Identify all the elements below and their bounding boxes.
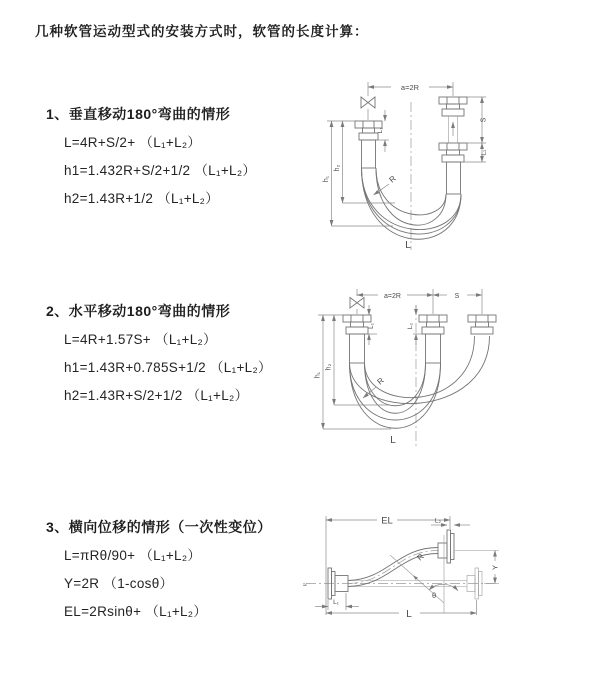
dim-label-l2: L₂	[407, 322, 414, 330]
right-hose-fitting-lower	[439, 143, 467, 194]
section-lateral-displacement	[46, 517, 272, 626]
braided-section	[447, 162, 461, 194]
dim-label-l1: L₁	[368, 323, 375, 329]
angle-arc	[429, 584, 458, 590]
left-hose-fitting	[343, 315, 371, 363]
section-1-formulas	[46, 129, 256, 213]
right-hose-fitting	[468, 315, 496, 334]
dim-label-s: S	[454, 292, 460, 300]
braided-section	[426, 334, 441, 363]
braided-section	[362, 140, 376, 168]
dim-label-r: R	[415, 551, 426, 563]
formula-line: h1=1.432R+S/2+1/2 （L₁+L₂）	[64, 163, 257, 178]
dim-label-l2: L₂	[480, 149, 488, 156]
dim-label-r: R	[375, 375, 386, 387]
dim-label-el: EL	[381, 515, 393, 527]
diagram-horizontal-bend	[306, 283, 594, 455]
middle-hose-fitting	[419, 315, 447, 363]
geometry-construction	[390, 535, 458, 613]
displaced-hose	[348, 530, 454, 587]
valve-icon	[350, 298, 364, 309]
dim-label-l: L	[390, 435, 396, 446]
dim-label-l1: L₁	[377, 127, 384, 134]
dim-label-h2: h₂	[334, 164, 341, 172]
dim-label-l: L	[406, 609, 412, 620]
dimension-lines	[315, 516, 499, 615]
braided-section	[350, 334, 365, 363]
page-title: 几种软管运动型式的安装方式时，软管的长度计算：	[35, 24, 369, 39]
dim-label-y: Y	[490, 564, 500, 571]
hose-u-curves	[350, 336, 490, 428]
dim-label-a2r: a=2R	[384, 292, 401, 300]
dim-label-l: L	[405, 240, 411, 251]
section-horizontal-movement	[46, 301, 272, 410]
dim-label-h2: h₂	[325, 363, 333, 371]
section-1-heading: 1、垂直移动180°弯曲的情形	[46, 106, 231, 122]
formula-line: h1=1.43R+0.785S+1/2 （L₁+L₂）	[64, 360, 272, 375]
formula-line: L=4R+S/2+ （L₁+L₂）	[64, 135, 202, 150]
section-3-heading: 3、横向位移的情形（一次性变位）	[46, 519, 272, 535]
dim-label-r: R	[387, 173, 398, 185]
centerline-mark: ≈	[303, 582, 307, 589]
dim-label-a2r: a=2R	[400, 83, 420, 92]
section-3-formulas	[46, 542, 272, 626]
formula-line: h2=1.43R+1/2 （L₁+L₂）	[64, 191, 220, 206]
dim-label-h1: h₁	[314, 371, 322, 379]
diagram-vertical-bend	[315, 76, 587, 258]
section-vertical-movement	[46, 104, 256, 213]
dim-label-s: S	[480, 117, 488, 123]
dim-label-h1: h₁	[323, 175, 330, 183]
section-2-formulas	[46, 326, 272, 410]
right-hose-fitting-upper	[439, 97, 467, 116]
formula-line: EL=2Rsinθ+ （L₁+L₂）	[64, 604, 208, 619]
dimension-lines	[318, 289, 482, 429]
valve-icon	[361, 97, 375, 108]
dim-label-theta: θ	[432, 591, 437, 600]
dim-label-l2: L₂	[434, 517, 442, 525]
formula-line: L=πRθ/90+ （L₁+L₂）	[64, 548, 202, 563]
dim-label-l1: L₁	[333, 599, 339, 606]
formula-line: h2=1.43R+S/2+1/2 （L₁+L₂）	[64, 388, 249, 403]
diagram-lateral-displacement	[298, 505, 598, 655]
section-2-heading: 2、水平移动180°弯曲的情形	[46, 303, 231, 319]
formula-line: L=4R+1.57S+ （L₁+L₂）	[64, 332, 217, 347]
formula-line: Y=2R （1-cosθ）	[64, 576, 174, 591]
